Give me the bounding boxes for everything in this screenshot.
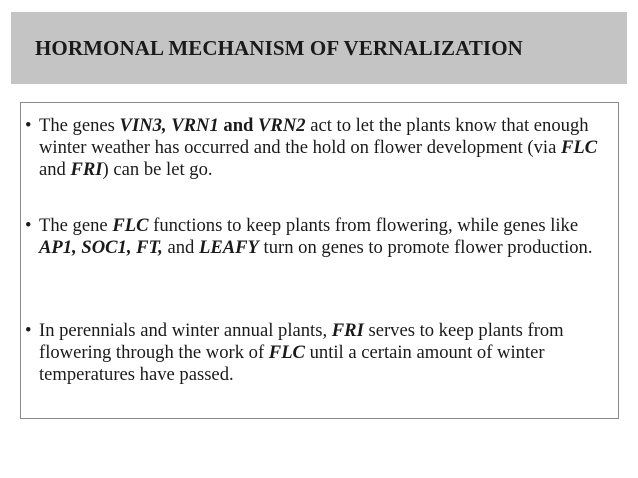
gene-name: FLC	[268, 342, 305, 363]
gene-name: FLC	[560, 137, 598, 158]
bullet-segment: and	[39, 159, 71, 180]
gene-name: VIN3, VRN1	[119, 115, 219, 136]
bullet-segment: and	[162, 237, 199, 258]
bullet-segment: until a certain amount of winter temperatures have passed.	[39, 342, 545, 385]
gene-name: FRI	[70, 159, 103, 180]
gene-name: VRN2	[258, 115, 306, 136]
bullet-segment: and	[218, 115, 259, 136]
bullet-item	[25, 320, 615, 386]
bullet-dot-icon: •	[25, 115, 32, 136]
bullet-dot-icon: •	[25, 320, 32, 341]
bullet-segment: The gene	[39, 215, 113, 236]
bullet-segment: turn on genes to promote flower production.	[258, 237, 593, 258]
bullet-segment: The genes	[39, 115, 120, 136]
bullet-item	[25, 115, 615, 181]
bullet-item	[25, 215, 615, 259]
bullet-text	[39, 215, 615, 259]
content-box	[20, 102, 619, 419]
bullet-dot-icon: •	[25, 215, 32, 236]
gene-name: LEAFY	[198, 237, 259, 258]
bullet-segment: act to let the plants know that enough winter weather has occurred and the hold on flower development (via	[39, 115, 589, 158]
gene-name: FRI	[331, 320, 364, 341]
bullet-text	[39, 115, 615, 181]
title-banner	[11, 12, 627, 84]
bullet-text	[39, 320, 615, 386]
gene-name: FLC	[112, 215, 149, 236]
bullet-segment: In perennials and winter annual plants,	[39, 320, 332, 341]
slide-title: HORMONAL MECHANISM OF VERNALIZATION	[35, 36, 523, 60]
bullet-segment: ) can be let go.	[102, 159, 213, 180]
bullet-segment: serves to keep plants from flowering through the work of	[39, 320, 564, 363]
gene-name: AP1, SOC1, FT,	[39, 237, 163, 258]
bullet-segment: functions to keep plants from flowering, while genes like	[148, 215, 579, 236]
